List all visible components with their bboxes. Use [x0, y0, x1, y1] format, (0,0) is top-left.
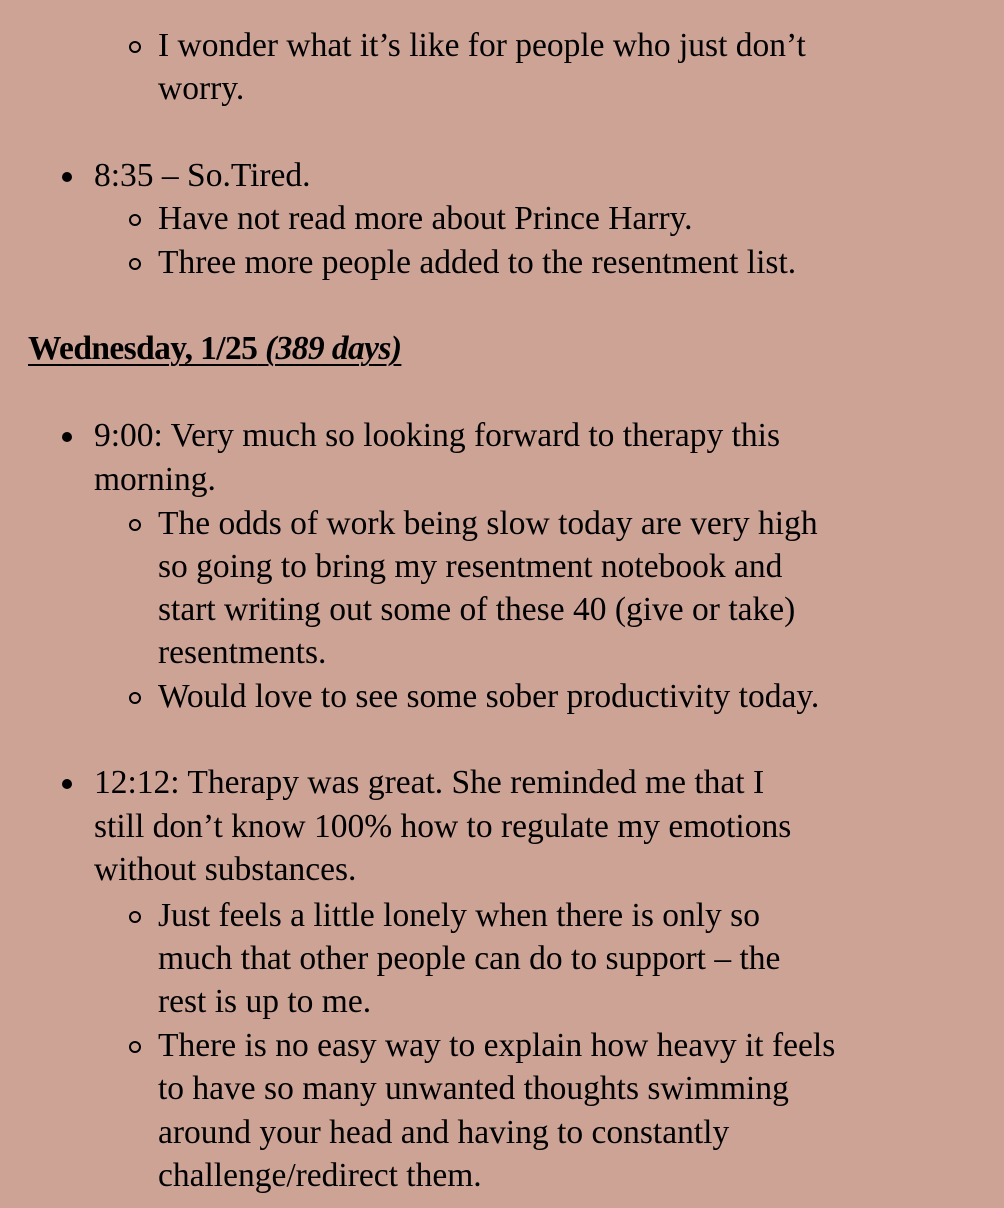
sub-bullet-line: I wonder what it’s like for people who just don’t	[158, 27, 806, 64]
sub-bullet-line: worry.	[158, 70, 245, 107]
bullet-marker	[62, 779, 72, 789]
sub-bullet-marker	[129, 258, 141, 270]
bullet-line: still don’t know 100% how to regulate my emotions	[94, 808, 792, 845]
sub-bullet-line: Three more people added to the resentment list.	[158, 244, 797, 281]
sub-bullet-line: Would love to see some sober productivity today.	[158, 678, 820, 715]
sub-bullet-line: Have not read more about Prince Harry.	[158, 200, 693, 237]
sub-bullet-line: much that other people can do to support – the	[158, 940, 781, 977]
sub-bullet-marker	[129, 911, 141, 923]
heading-date: Wednesday, 1/25	[28, 330, 258, 367]
sub-bullet-line: to have so many unwanted thoughts swimming	[158, 1070, 789, 1107]
sub-bullet-line: There is no easy way to explain how heavy it feels	[158, 1027, 836, 1064]
sub-bullet-marker	[129, 41, 141, 53]
sub-bullet-marker	[129, 1041, 141, 1053]
bullet-line: morning.	[94, 461, 216, 498]
heading-days-count: (389 days)	[265, 330, 402, 367]
day-heading	[28, 327, 401, 371]
sub-bullet-marker	[129, 214, 141, 226]
bullet-line: 12:12: Therapy was great. She reminded me that I	[94, 764, 765, 801]
sub-bullet-line: around your head and having to constantly	[158, 1114, 730, 1151]
sub-bullet-line: The odds of work being slow today are very high	[158, 505, 818, 542]
bullet-line: without substances.	[94, 851, 357, 888]
sub-bullet-line: rest is up to me.	[158, 983, 372, 1020]
sub-bullet-line: resentments.	[158, 634, 327, 671]
sub-bullet-line: Just feels a little lonely when there is only so	[158, 897, 760, 934]
bullet-line: 8:35 – So.Tired.	[94, 157, 311, 194]
sub-bullet-marker	[129, 519, 141, 531]
bullet-marker	[62, 432, 72, 442]
sub-bullet-line: start writing out some of these 40 (give or take)	[158, 591, 796, 628]
sub-bullet-marker	[129, 692, 141, 704]
sub-bullet-line: so going to bring my resentment notebook and	[158, 548, 783, 585]
bullet-marker	[62, 172, 72, 182]
bullet-line: 9:00: Very much so looking forward to therapy this	[94, 417, 781, 454]
sub-bullet-line: challenge/redirect them.	[158, 1157, 482, 1194]
